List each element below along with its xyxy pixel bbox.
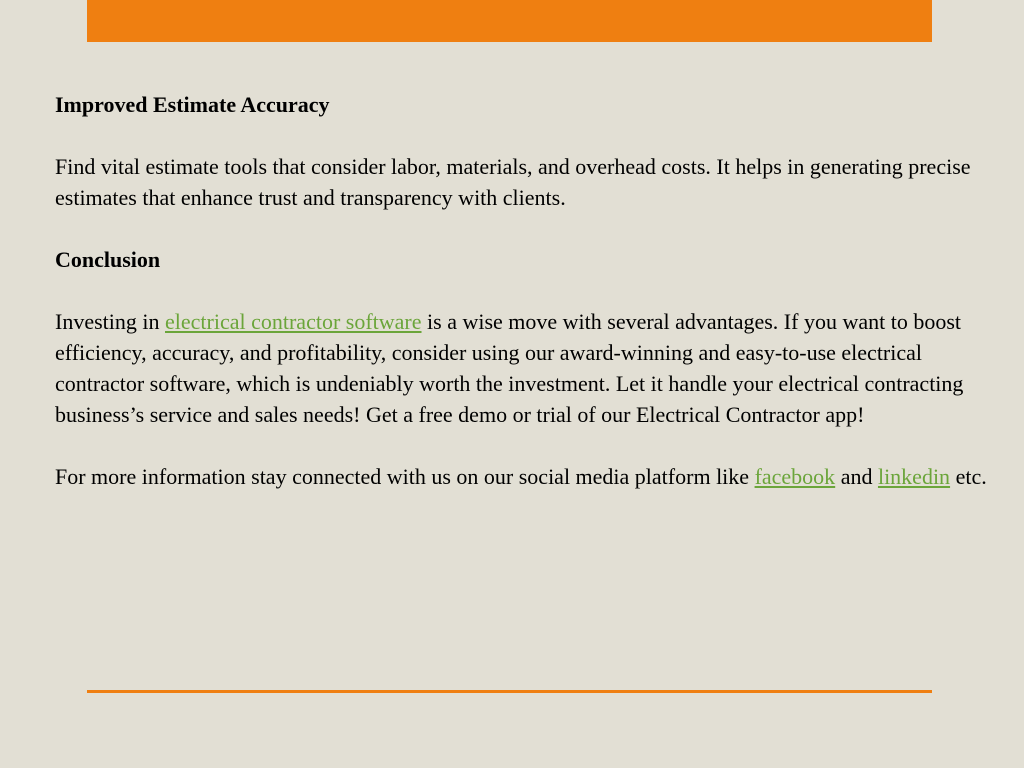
heading-conclusion: Conclusion [55,247,161,272]
paragraph-conclusion [55,306,995,430]
conclusion-prefix: Investing in [55,309,165,334]
conclusion-rest: is a wise move with several advantages. If you want to boost efficiency, accuracy, and profitability, consider using our award-winning and easy-to-use electrical contractor software, which is undeniably worth the investment. Let it handle your electrical contracting business’s service and sales needs! Get a free demo or trial of our Electrical Contractor app! [55,309,964,427]
bottom-accent-rule [87,690,932,693]
facebook-link[interactable]: facebook [754,464,836,489]
heading-improved-estimate-accuracy: Improved Estimate Accuracy [55,92,330,117]
paragraph-estimate-tools: Find vital estimate tools that consider labor, materials, and overhead costs. It helps in generating precise estimates that enhance trust and transparency with clients. [55,154,971,210]
slide-content [55,89,995,492]
electrical-contractor-software-link[interactable]: electrical contractor software [165,309,422,334]
linkedin-link[interactable]: linkedin [877,464,951,489]
social-and: and [835,464,878,489]
paragraph-social [55,461,995,492]
social-suffix: etc. [950,464,987,489]
social-prefix: For more information stay connected with us on our social media platform like [55,464,755,489]
top-accent-bar [87,0,932,42]
